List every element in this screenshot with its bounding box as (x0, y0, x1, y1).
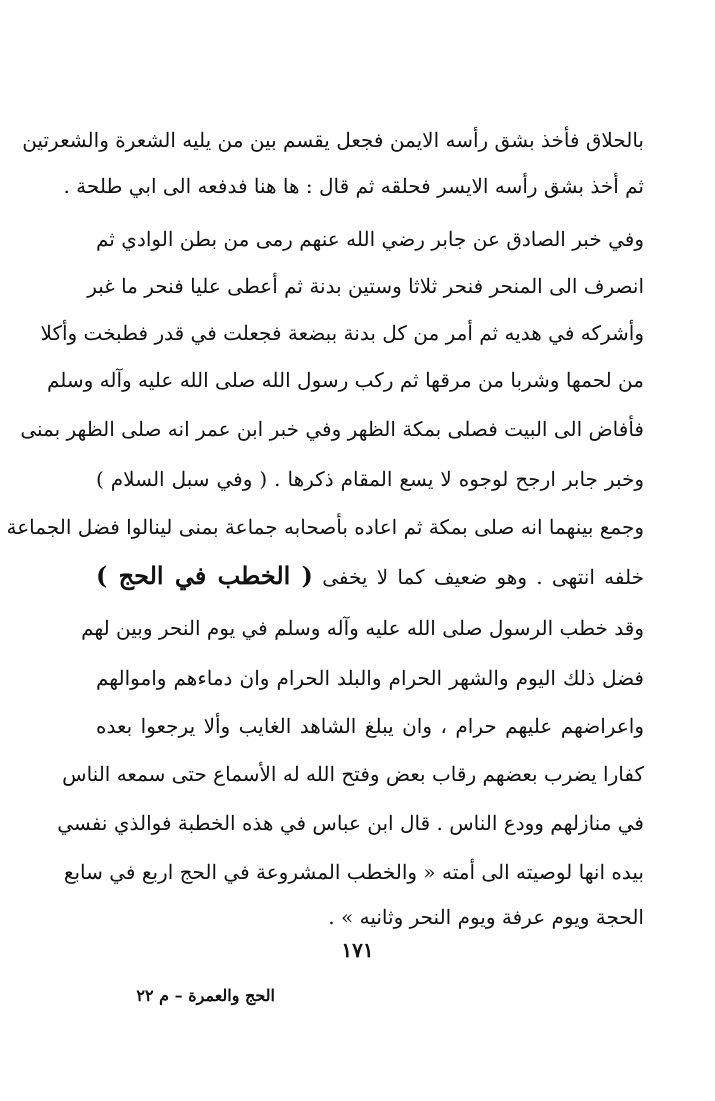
text-line: وجمع بينهما انه صلى بمكة ثم اعاده بأصحابه جماعة بمنى لينالوا فضل الجماعة (6, 515, 644, 539)
text-line: انصرف الى المنحر فنحر ثلاثا وستين بدنة ثم أعطى عليا فنحر ما غبر (87, 274, 644, 298)
text-line: وفي خبر الصادق عن جابر رضي الله عنهم رمى من بطن الوادي ثم (96, 227, 644, 251)
text-line: وأشركه في هديه ثم أمر من كل بدنة ببضعة فجعلت في قدر فطبخت وأكلا (40, 321, 644, 345)
text-fragment: خلفه انتهى . وهو ضعيف كما لا يخفى (322, 565, 644, 589)
text-line: ثم أخذ بشق رأسه الايسر فحلقه ثم قال : ها هنا فدفعه الى ابي طلحة . (63, 174, 644, 198)
text-line-with-heading (96, 556, 644, 596)
text-line: في منازلهم وودع الناس . قال ابن عباس في هذه الخطبة فوالذي نفسي (57, 811, 644, 835)
text-line: وخبر جابر ارجح لوجوه لا يسع المقام ذكرها . ( وفي سبل السلام ) (96, 467, 644, 491)
text-line: وقد خطب الرسول صلى الله عليه وآله وسلم في يوم النحر وبين لهم (81, 616, 644, 640)
text-line: فضل ذلك اليوم والشهر الحرام والبلد الحرام وان دماءهم واموالهم (96, 666, 644, 690)
text-line: بيده انها لوصيته الى أمته « والخطب المشروعة في الحج اربع في سابع (63, 860, 644, 884)
text-line: بالحلاق فأخذ بشق رأسه الايمن فجعل يقسم بين من يليه الشعرة والشعرتين (22, 128, 644, 152)
text-line: كفارا يضرب بعضهم رقاب بعض وفتح الله له الأسماع حتى سمعه الناس (62, 762, 644, 786)
section-heading: ( الخطب في الحج ) (96, 561, 313, 590)
printer-signature: الحج والعمرة – م ٢٢ (136, 986, 275, 1005)
text-line: الحجة ويوم عرفة ويوم النحر وثانيه » . (328, 905, 644, 929)
text-line: من لحمها وشربا من مرقها ثم ركب رسول الله صلى الله عليه وآله وسلم (46, 368, 644, 392)
text-line: واعراضهم عليهم حرام ، وان يبلغ الشاهد الغايب وألا يرجعوا بعده (96, 714, 644, 738)
page-number: ١٧١ (341, 938, 374, 962)
text-line: فأفاض الى البيت فصلى بمكة الظهر وفي خبر ابن عمر انه صلى الظهر بمنى (20, 417, 644, 441)
